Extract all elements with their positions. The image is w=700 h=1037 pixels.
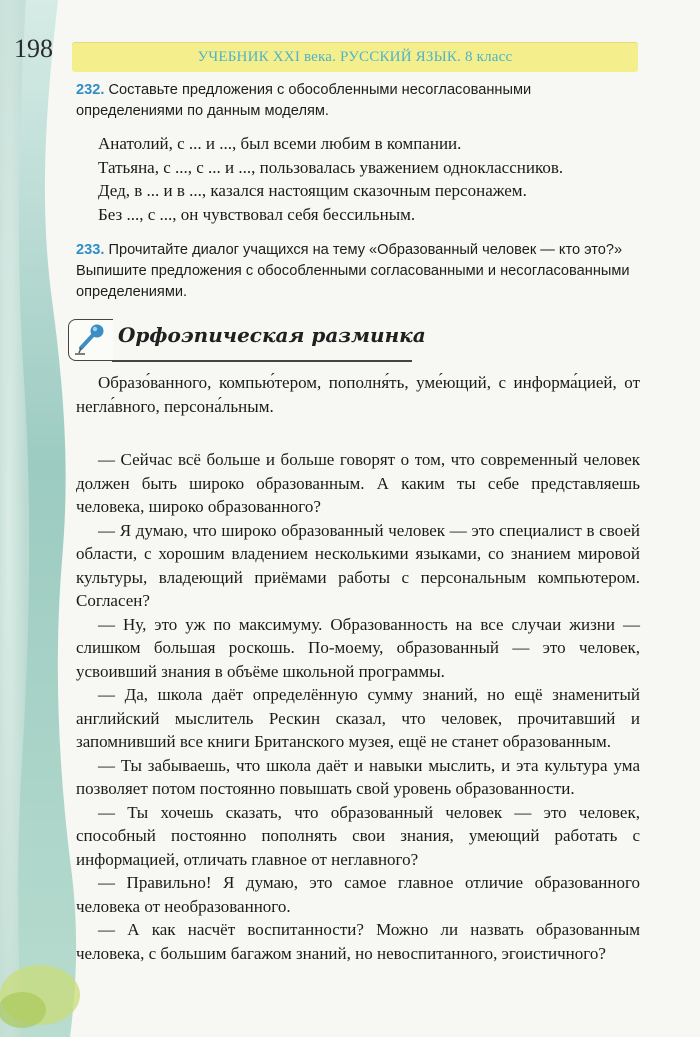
dialog-line: — Ты забываешь, что школа даёт и навыки мыслить, и эта культура ума позволяет потом постоянно повышать свой уровень образованности. xyxy=(76,755,640,798)
page-number: 198 xyxy=(14,34,53,63)
task-instruction: Прочитайте диалог учащихся на тему «Образованный человек — кто это?» Выпишите предложения с обособленными согласованными и несогласованными определениями. xyxy=(76,242,630,300)
model-sentence: Без ..., с ..., он чувствовал себя бессильным. xyxy=(98,204,416,224)
sentence-models xyxy=(76,132,640,226)
stress-word-list: Образо́ванного, компью́тером, пополня́ть, уме́ющий, с информа́цией, от негла́вного, персона́льным. xyxy=(76,373,640,416)
model-sentence: Татьяна, с ..., с ... и ..., пользовалась уважением одноклассников. xyxy=(98,157,564,177)
dialog-line: — Да, школа даёт определённую сумму знаний, но ещё знаменитый английский мыслитель Рескин сказал, что человек, прочитавший и запомнивший все книги Британского музея, ещё не станет образованным. xyxy=(76,685,640,751)
task-232 xyxy=(76,80,640,122)
model-sentence: Дед, в ... и в ..., казался настоящим сказочным персонажем. xyxy=(98,181,527,200)
task-233 xyxy=(76,240,640,303)
task-number: 232. xyxy=(76,82,105,98)
page-content xyxy=(76,80,640,965)
task-instruction: Составьте предложения с обособленными несогласованными определениями по данным моделям. xyxy=(76,82,532,119)
rubric-underline xyxy=(112,360,412,362)
orthoepic-warmup-heading xyxy=(68,317,640,367)
microphone-icon xyxy=(73,322,109,356)
dialog-line: — Ты хочешь сказать, что образованный человек — это человек, способный постоянно пополнять свои знания, умеющий работать с информацией, отличать главное от неглавного? xyxy=(76,802,640,869)
task-number: 233. xyxy=(76,242,105,258)
dialog xyxy=(76,448,640,965)
dialog-line: — Сейчас всё больше и больше говорят о том, что современный человек должен быть широко образованным. А каким ты себе представляешь человека, широко образованного? xyxy=(76,450,640,516)
dialog-line: — Правильно! Я думаю, это самое главное отличие образованного человека от необразованного. xyxy=(76,873,640,916)
dialog-line: — А как насчёт воспитанности? Можно ли назвать образованным человека, с большим багажом знаний, но невоспитанного, эгоистичного? xyxy=(76,920,640,963)
stress-words xyxy=(76,371,640,418)
rubric-title: Орфоэпическая разминка xyxy=(118,323,426,347)
model-sentence: Анатолий, с ... и ..., был всеми любим в компании. xyxy=(98,134,462,153)
running-header: УЧЕБНИК XXI века. РУССКИЙ ЯЗЫК. 8 класс xyxy=(197,49,513,65)
dialog-line: — Я думаю, что широко образованный человек — это специалист в своей области, с хорошим владением несколькими языками, со знанием мировой культуры, владеющий приёмами работы с персональным компьютером. Согласен? xyxy=(76,520,640,610)
dialog-line: — Ну, это уж по максимуму. Образованность на все случаи жизни — слишком большая роскошь. По-моему, образованный — это человек, усвоивший знания в объёме школьной программы. xyxy=(76,614,640,681)
